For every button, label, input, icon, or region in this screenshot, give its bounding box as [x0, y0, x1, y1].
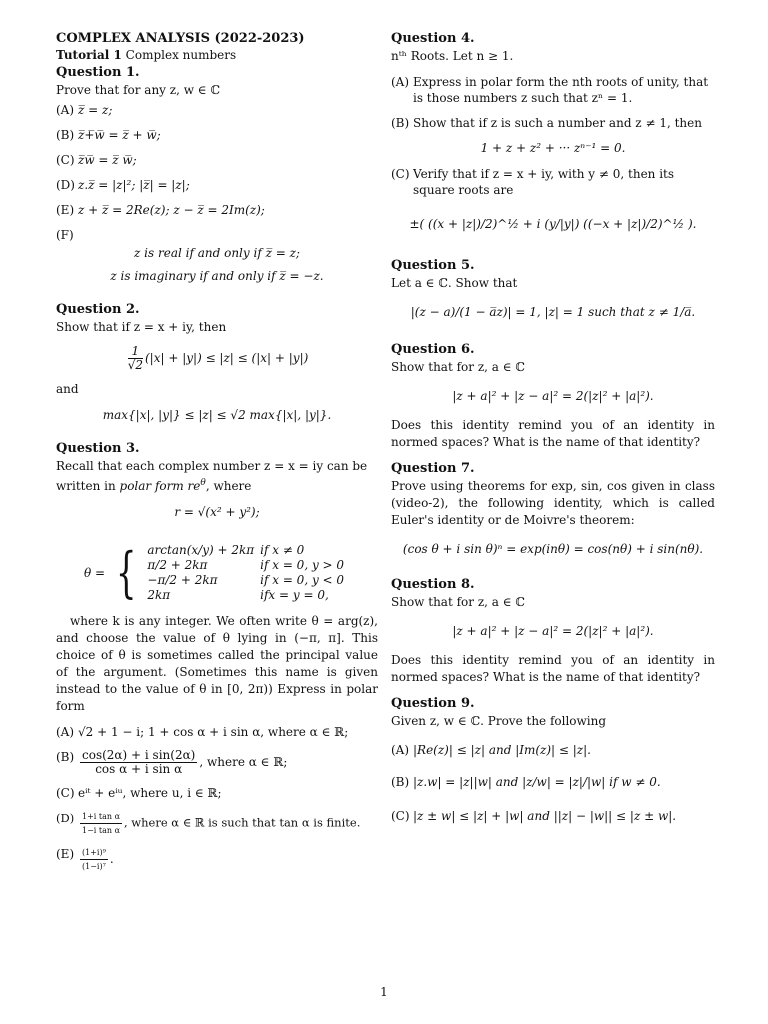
course-title: COMPLEX ANALYSIS (2022-2023): [56, 31, 305, 46]
question-3-intro-1: Recall that each complex number z = x = iy can be: [56, 459, 368, 473]
question-3-r-equation: r = √(x² + y²);: [174, 505, 260, 519]
question-8-equation: |z + a|² + |z − a|² = 2(|z|² + |a|²).: [452, 624, 654, 638]
question-1-item-a: (A) z̅̅ = z;: [56, 103, 113, 117]
left-brace-icon: {: [115, 541, 137, 604]
question-1-item-e: (E) z + z̅ = 2Re(z); z − z̅ = 2Im(z);: [56, 203, 265, 217]
question-6-text: Does this identity remind you of an identity in normed spaces? What is the name of that identity?: [391, 418, 715, 449]
left-column: [56, 30, 378, 873]
question-1-f-line-1: z is real if and only if z̅ = z;: [134, 246, 300, 260]
question-3-intro-2: written in polar form $re^\theta$, where: [56, 478, 252, 493]
question-2-intro: Show that if z = x + iy, then: [56, 320, 227, 334]
question-7-text: Prove using theorems for exp, sin, cos given in class (video-2), the following identity, which is called Euler's identity or de Moivre's theorem:: [391, 479, 715, 527]
question-1-item-c: (C) z̅w̅ = z̅ w̅;: [56, 153, 137, 167]
question-1-item-d: (D) z.z̅ = |z|²; |z̅| = |z|;: [56, 178, 190, 192]
question-9-heading: Question 9.: [391, 696, 475, 711]
question-6-heading: Question 6.: [391, 342, 475, 357]
question-5-intro: Let a ∈ ℂ. Show that: [391, 276, 518, 290]
question-8-text: Does this identity remind you of an identity in normed spaces? What is the name of that identity?: [391, 653, 715, 684]
question-4-item-a: (A) Express in polar form the nth roots of unity, that is those numbers z such that zⁿ = 1.: [391, 75, 709, 105]
question-2-equation-2: max{|x|, |y|} ≤ |z| ≤ √2 max{|x|, |y|}.: [102, 408, 332, 422]
question-8-heading: Question 8.: [391, 577, 475, 592]
question-4-heading: Question 4.: [391, 31, 475, 46]
question-4-item-b: (B) Show that if z is such a number and z ≠ 1, then: [391, 116, 702, 130]
question-1-f-line-2: z is imaginary if and only if z̅ = −z.: [110, 269, 324, 283]
question-3-item-b: (B) $\frac{\text{cos(2α) + i sin(2α)}}{\text{cos α + i sin α}}$ , where α ∈ ℝ;: [56, 748, 288, 776]
question-8-intro: Show that for z, a ∈ ℂ: [391, 595, 525, 609]
question-5-heading: Question 5.: [391, 258, 475, 273]
question-3-item-a: (A) √2 + 1 − i; 1 + cos α + i sin α, where α ∈ ℝ;: [56, 725, 349, 739]
question-3-item-e: (E) $\frac{\text{(1+i)⁹}}{\text{(1−i)⁷}}$ .: [56, 847, 114, 871]
right-column: [391, 30, 715, 824]
question-9-intro: Given z, w ∈ ℂ. Prove the following: [391, 714, 607, 728]
question-7-heading: Question 7.: [391, 461, 475, 476]
question-3-paragraph: where k is any integer. We often write θ = arg(z), and choose the value of θ lying in (−π, π]. This choice of θ is sometimes called the principal value of the argument. (Sometimes this name is given instead to the value of θ in [0, 2π)) Express in polar form: [56, 614, 378, 713]
question-4-intro: nᵗʰ Roots. Let n ≥ 1.: [391, 49, 514, 63]
question-4-item-c: (C) Verify that if z = x + iy, with y ≠ 0, then its square roots are: [391, 167, 675, 197]
question-3-heading: Question 3.: [56, 441, 140, 456]
question-3-item-d: (D) $\frac{\text{1+i tan α}}{\text{1−i tan α}}$ , where α ∈ ℝ is such that tan α is finite.: [56, 811, 361, 835]
question-4-b-equation: 1 + z + z² + ··· zⁿ⁻¹ = 0.: [480, 141, 626, 155]
question-7-equation: (cos θ + i sin θ)ⁿ = exp(inθ) = cos(nθ) + i sin(nθ).: [402, 542, 704, 556]
question-9-item-b: (B) |z.w| = |z||w| and |z/w| = |z|/|w| if w ≠ 0.: [391, 775, 661, 789]
question-1-intro: Prove that for any z, w ∈ ℂ: [56, 83, 221, 97]
question-9-item-c: (C) |z ± w| ≤ |z| + |w| and ||z| − |w|| ≤ |z ± w|.: [391, 809, 677, 823]
question-1-heading: Question 1.: [56, 65, 140, 80]
question-3-item-c: (C) eⁱᵗ + eⁱᵘ, where u, i ∈ ℝ;: [56, 786, 222, 800]
question-2-heading: Question 2.: [56, 302, 140, 317]
question-1-item-b: (B) z̅+̅w̅ = z̅ + w̅;: [56, 128, 161, 142]
question-4-c-equation: ±( ((x + |z|)/2)^½ + i (y/|y|) ((−x + |z|)/2)^½ ).: [409, 217, 697, 231]
question-1-item-f: (F): [56, 228, 74, 242]
question-2-and: and: [56, 382, 79, 396]
question-5-equation: |(z − a)/(1 − a̅z)| = 1, |z| = 1 such that z ≠ 1/a̅.: [410, 305, 696, 319]
cases-table: arctan(x/y) + 2kπ if x ≠ 0 π/2 + 2kπ if x = 0, y > 0 −π/2 + 2kπ if x = 0, y < 0 2kπ ifx = y = 0,: [147, 543, 345, 602]
question-9-item-a: (A) |Re(z)| ≤ |z| and |Im(z)| ≤ |z|.: [391, 743, 591, 757]
question-6-equation: |z + a|² + |z − a|² = 2(|z|² + |a|²).: [452, 389, 654, 403]
tutorial-title: Tutorial 1 Complex numbers: [56, 48, 237, 62]
question-3-theta-cases: θ = { arctan(x/y) + 2kπ if x ≠ 0 π/2 + 2kπ if x = 0, y > 0 −π/2 + 2kπ if x = 0, y < 0 2kπ ifx = y = 0,: [56, 543, 378, 603]
question-6-intro: Show that for z, a ∈ ℂ: [391, 360, 525, 374]
fraction: $\frac{1}{√2}$: [127, 344, 143, 372]
question-2-equation-1: $\frac{1}{√2}$ (|x| + |y|) ≤ |z| ≤ (|x| + |y|): [127, 344, 309, 372]
page-number: 1: [380, 985, 388, 999]
